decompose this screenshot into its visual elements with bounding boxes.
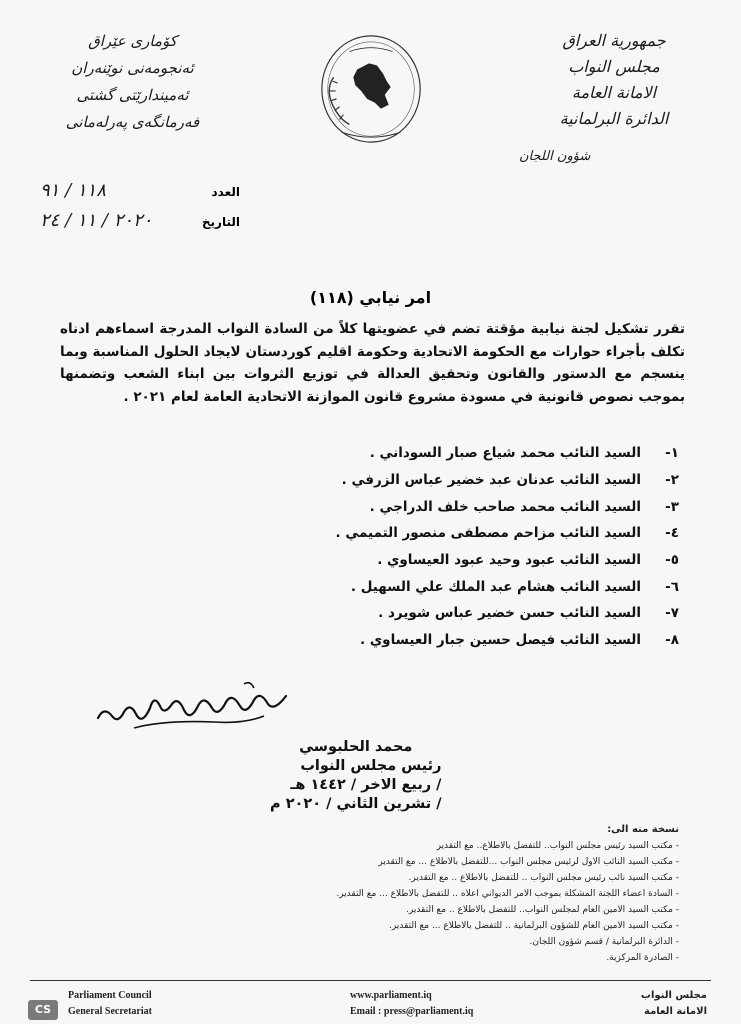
list-item: - مكتب السيد نائب رئيس مجلس النواب .. للتفضل بالاطلاع .. مع التقدير. <box>408 873 679 883</box>
list-number: ٣- <box>665 498 679 515</box>
scanner-badge: CS <box>28 1000 58 1020</box>
number-label: العدد <box>211 185 240 199</box>
header-line: الدائرة البرلمانية <box>559 109 669 128</box>
header-line: الامانة العامة <box>571 83 657 102</box>
order-title: امر نيابي (١١٨) <box>309 288 432 307</box>
list-number: ٤- <box>665 525 679 542</box>
header-line: مجلس النواب <box>568 57 660 76</box>
footer-contact <box>350 988 473 1020</box>
member-name: السيد النائب حسن خضير عباس شويرد . <box>378 605 641 622</box>
order-body: تقرر تشكيل لجنة نيابية مؤقتة تضم في عضويتها كلاً من السادة النواب المدرجة اسماءهم ادناه تكلف بأجراء حوارات مع الحكومة الاتحادية وحكومة اقليم كوردستان لايجاد الحلول المناسبة وبما ينسجم مع الدستور والقانون وتحقيق العدالة في توزيع الثروات بين ابناء الشعب وتضمنها بموجب نصوص قانونية في مسودة مشروع قانون الموازنة الاتحادية العامة لعام ٢٠٢١ . <box>60 321 685 405</box>
footer-email-link[interactable]: Email : press@parliament.iq <box>350 1006 474 1017</box>
copies-list <box>219 822 679 966</box>
list-number: ١- <box>665 445 679 462</box>
header-kurdish <box>40 28 225 136</box>
list-item: - مكتب السيد النائب الاول لرئيس مجلس النواب ...للتفضل بالاطلاع ... مع التقدير <box>378 857 679 867</box>
copies-heading: نسخة منه الى: <box>607 824 679 835</box>
footer <box>0 984 741 1024</box>
gregorian-date: / تشرين الثاني / ٢٠٢٠ م <box>270 796 442 812</box>
header-line: ئەنجومەنی نوێنەران <box>71 59 194 77</box>
list-item <box>259 547 679 574</box>
list-number: ٢- <box>665 472 679 489</box>
signatory-block <box>270 738 441 814</box>
list-item <box>259 573 679 600</box>
member-name: السيد النائب عبود وحيد عبود العيساوي . <box>377 552 641 569</box>
list-item: - الدائرة البرلمانية / قسم شؤون اللجان. <box>529 937 679 947</box>
header-line: ئەمیندارێتی گشتی <box>76 86 189 104</box>
date-label: التاريخ <box>201 215 240 229</box>
list-item: - السادة اعضاء اللجنة المشكلة بموجب الامر الديواني اعلاه .. للتفضل بالاطلاع ... مع التقدير. <box>336 889 679 899</box>
member-name: السيد النائب هشام عبد الملك علي السهيل . <box>350 578 641 595</box>
list-number: ٨- <box>665 632 679 649</box>
footer-org: Parliament Council <box>68 990 152 1001</box>
footer-english <box>68 988 152 1020</box>
date-value: ٢٠٢٠ / ١١ / ٢٤ <box>40 210 153 231</box>
list-number: ٦- <box>665 578 679 595</box>
member-name: السيد النائب محمد صاحب خلف الدراجي . <box>369 498 641 515</box>
signatory-position: رئيس مجلس النواب <box>300 758 442 774</box>
hijri-date: / ربيع الاخر / ١٤٤٢ هـ <box>290 777 442 793</box>
reference-block <box>40 180 240 240</box>
signatory-name: محمد الحلبوسي <box>299 739 413 755</box>
list-item <box>259 600 679 627</box>
list-number: ٧- <box>665 605 679 622</box>
footer-website-link[interactable]: www.parliament.iq <box>350 990 432 1001</box>
footer-org-ar: مجلس النواب <box>640 990 707 1001</box>
member-name: السيد النائب مزاحم مصطفى منصور التميمي . <box>335 525 641 542</box>
list-item: - مكتب السيد رئيس مجلس النواب.. للتفضل بالاطلاع.. مع التقدير <box>436 841 679 851</box>
list-item <box>259 520 679 547</box>
list-item <box>259 467 679 494</box>
parliament-emblem-icon <box>312 30 430 148</box>
footer-org-ar-sub: الامانة العامة <box>644 1006 707 1017</box>
department-label: شؤون اللجان <box>519 149 591 164</box>
member-list <box>259 440 679 654</box>
list-number: ٥- <box>665 552 679 569</box>
footer-org-sub: General Secretariat <box>68 1006 152 1017</box>
member-name: السيد النائب عدنان عبد خضير عباس الزرفي . <box>341 472 641 489</box>
member-name: السيد النائب محمد شياع صبار السوداني . <box>369 445 641 462</box>
reference-date-row <box>40 210 240 240</box>
list-item <box>259 493 679 520</box>
signature-icon <box>94 676 294 734</box>
list-item: - مكتب السيد الامين العام للشؤون البرلمانية .. للتفضل بالاطلاع ... مع التقدير. <box>389 921 679 931</box>
header-line: كۆماری عێراق <box>88 32 177 50</box>
reference-number-row <box>40 180 240 210</box>
header-line: فەرمانگەی پەرلەمانی <box>65 113 200 131</box>
list-item: - الصادرة المركزية. <box>606 953 679 963</box>
list-item <box>259 627 679 654</box>
list-item <box>259 440 679 467</box>
header-line: جمهورية العراق <box>562 31 666 50</box>
number-value: ١١٨ / ٩١ <box>40 180 106 201</box>
footer-arabic <box>641 988 707 1020</box>
list-item: - مكتب السيد الامين العام لمجلس النواب.. للتفضل بالاطلاع .. مع التقدير. <box>406 905 679 915</box>
header-arabic <box>519 28 709 170</box>
footer-divider <box>30 980 711 981</box>
member-name: السيد النائب فيصل حسين جبار العيساوي . <box>359 632 641 649</box>
